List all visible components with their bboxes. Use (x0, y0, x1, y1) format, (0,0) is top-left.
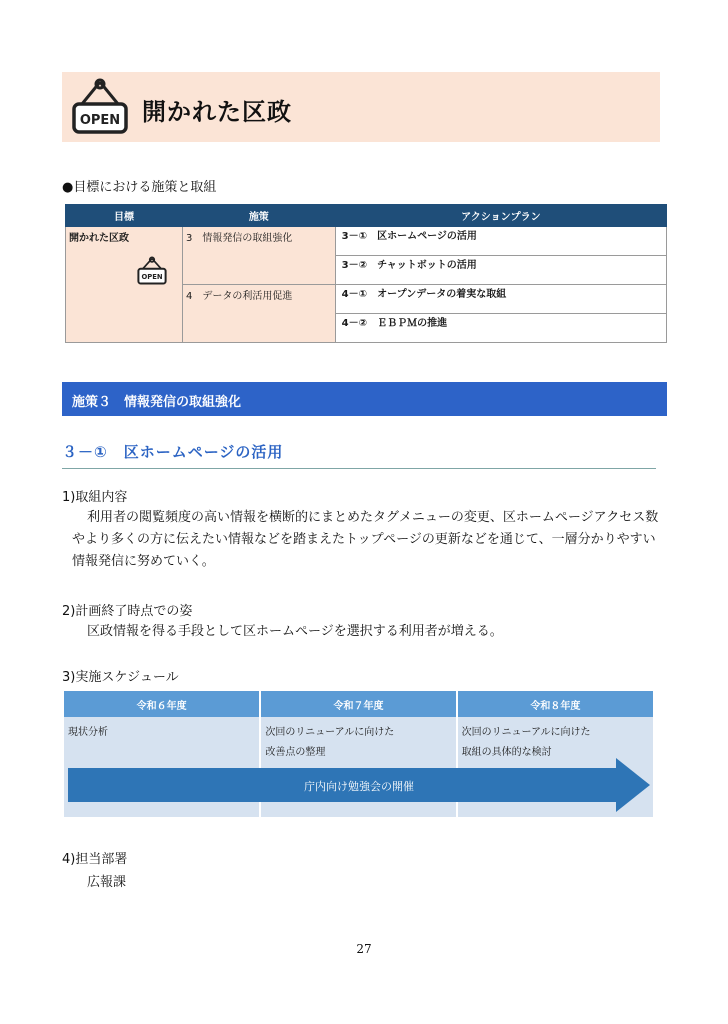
action-cell: 3－② チャットボットの活用 (335, 256, 666, 285)
year-header: 令和８年度 (457, 691, 653, 717)
schedule-cell-line: 改善点の整理 (265, 747, 326, 758)
goal-state-text: 区政情報を得る手段として区ホームページを選択する利用者が増える。 (87, 624, 503, 639)
schedule-title: 3)実施スケジュール (62, 670, 179, 685)
goals-table-header (66, 205, 667, 227)
goal-state-title: 2)計画終了時点での姿 (62, 604, 193, 619)
open-sign-icon (135, 256, 169, 286)
measure-cell: 4 データの利活用促進 (182, 285, 335, 343)
header-band (62, 72, 660, 142)
policy-heading: 施策３ 情報発信の取組強化 (72, 395, 242, 410)
content-line (72, 507, 668, 529)
year-header: 令和６年度 (64, 691, 260, 717)
mini-open-sign-text: OPEN (141, 272, 163, 281)
action-heading: ３－① 区ホームページの活用 (62, 443, 284, 461)
col-measure: 施策 (182, 205, 335, 227)
page-number: 27 (356, 942, 372, 956)
col-goal: 目標 (66, 205, 183, 227)
policy-heading-bar (62, 382, 667, 416)
action-cell: 3－① 区ホームページの活用 (335, 227, 666, 256)
dept-name: 広報課 (87, 875, 127, 890)
schedule-cell-line: 取組の具体的な検討 (461, 747, 552, 758)
heading-divider (62, 468, 656, 469)
content-line: やより多くの方に伝えたい情報などを踏まえたトップページの更新などを通じて、一層分かりやすい (72, 532, 656, 547)
goal-cell (66, 227, 183, 343)
open-sign-icon (70, 78, 130, 136)
table-row (66, 227, 667, 256)
content-line-text: 利用者の閲覧頻度の高い情報を横断的にまとめたタグメニューの変更、区ホームページアクセス数 (87, 510, 659, 525)
open-sign-text: OPEN (79, 113, 121, 128)
year-header: 令和７年度 (260, 691, 456, 717)
dept-title: 4)担当部署 (62, 852, 128, 867)
schedule-cell-line: 現状分析 (68, 727, 108, 738)
schedule-header (64, 691, 653, 717)
content-line: 情報発信に努めていく。 (72, 554, 215, 569)
schedule-cell-line: 次回のリニューアルに向けた (265, 727, 395, 738)
col-action-plan: アクションプラン (335, 205, 666, 227)
goals-table (65, 204, 667, 343)
content-title: 1)取組内容 (62, 490, 128, 505)
goal-label: 開かれた区政 (69, 233, 129, 244)
schedule-cell-line: 次回のリニューアルに向けた (461, 727, 591, 738)
content-paragraph (72, 507, 668, 573)
schedule-arrow-label: 庁内向け勉強会の開催 (304, 780, 414, 793)
measure-cell: 3 情報発信の取組強化 (182, 227, 335, 285)
action-cell: 4－① オープンデータの着実な取組 (335, 285, 666, 314)
goals-section-label: ●目標における施策と取組 (62, 180, 217, 195)
page-title: 開かれた区政 (142, 98, 292, 126)
action-cell: 4－② ＥＢＰＭの推進 (335, 314, 666, 343)
